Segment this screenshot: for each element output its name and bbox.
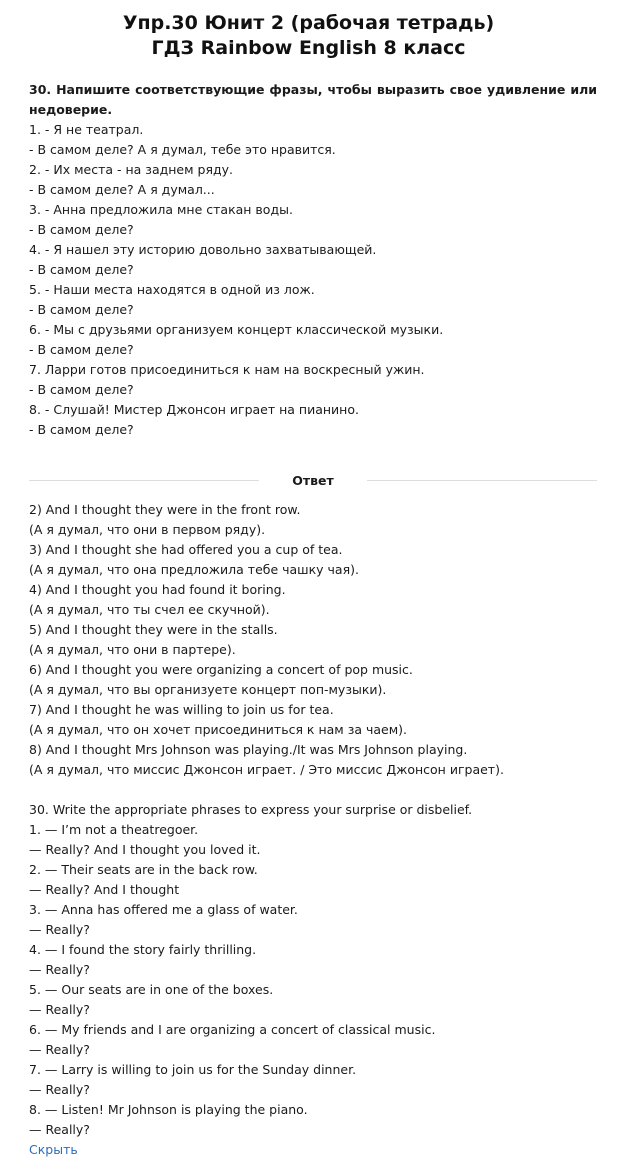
english-line: — Really? bbox=[29, 1042, 90, 1057]
divider-right bbox=[367, 480, 597, 481]
answer-heading: Ответ bbox=[292, 473, 334, 488]
task-line: - В самом деле? bbox=[29, 422, 134, 437]
english-line: — Really? And I thought you loved it. bbox=[29, 842, 261, 857]
task-line: - В самом деле? bbox=[29, 342, 134, 357]
divider-left bbox=[29, 480, 259, 481]
page-title: Упр.30 Юнит 2 (рабочая тетрадь) bbox=[122, 12, 495, 34]
task-line: - В самом деле? А я думал... bbox=[29, 182, 215, 197]
answer-line: (А я думал, что вы организуете концерт поп-музыки). bbox=[29, 682, 387, 697]
task-line: 4. - Я нашел эту историю довольно захватывающей. bbox=[29, 242, 377, 257]
english-line: 30. Write the appropriate phrases to express your surprise or disbelief. bbox=[29, 802, 473, 817]
answer-line: (А я думал, что она предложила тебе чашку чая). bbox=[29, 562, 359, 577]
task-line: 6. - Мы с друзьями организуем концерт классической музыки. bbox=[29, 322, 444, 337]
english-line: 4. — I found the story fairly thrilling. bbox=[29, 942, 257, 957]
english-line: 8. — Listen! Mr Johnson is playing the piano. bbox=[29, 1102, 308, 1117]
english-line: 5. — Our seats are in one of the boxes. bbox=[29, 982, 274, 997]
english-line: — Really? bbox=[29, 1002, 90, 1017]
task-line: - В самом деле? bbox=[29, 302, 134, 317]
task-line: - В самом деле? bbox=[29, 222, 134, 237]
english-line: 7. — Larry is willing to join us for the Sunday dinner. bbox=[29, 1062, 357, 1077]
english-line: — Really? And I thought bbox=[29, 882, 180, 897]
page-subtitle: ГДЗ Rainbow English 8 класс bbox=[151, 37, 466, 59]
english-line: 3. — Anna has offered me a glass of water. bbox=[29, 902, 298, 917]
answer-line: (А я думал, что миссис Джонсон играет. / Это миссис Джонсон играет). bbox=[29, 762, 504, 777]
task-heading: 30. Напишите соответствующие фразы, чтобы выразить свое удивление или недоверие. bbox=[29, 82, 597, 117]
answer-line: 5) And I thought they were in the stalls. bbox=[29, 622, 278, 637]
task-line: 7. Ларри готов присоединиться к нам на воскресный ужин. bbox=[29, 362, 425, 377]
answer-line: 8) And I thought Mrs Johnson was playing./It was Mrs Johnson playing. bbox=[29, 742, 468, 757]
task-lines bbox=[29, 120, 443, 440]
task-line: - В самом деле? bbox=[29, 262, 134, 277]
task-line: 1. - Я не театрал. bbox=[29, 122, 144, 137]
english-line: — Really? bbox=[29, 922, 90, 937]
task-line: 3. - Анна предложила мне стакан воды. bbox=[29, 202, 293, 217]
answer-lines bbox=[29, 500, 504, 780]
answer-line: 4) And I thought you had found it boring. bbox=[29, 582, 286, 597]
answer-line: (А я думал, что они в первом ряду). bbox=[29, 522, 266, 537]
answer-line: 3) And I thought she had offered you a cup of tea. bbox=[29, 542, 343, 557]
task-line: - В самом деле? А я думал, тебе это нравится. bbox=[29, 142, 336, 157]
task-line: 5. - Наши места находятся в одной из лож. bbox=[29, 282, 315, 297]
task-line: 2. - Их места - на заднем ряду. bbox=[29, 162, 233, 177]
answer-line: 2) And I thought they were in the front row. bbox=[29, 502, 301, 517]
answer-line: (А я думал, что они в партере). bbox=[29, 642, 236, 657]
task-line: 8. - Слушай! Мистер Джонсон играет на пианино. bbox=[29, 402, 359, 417]
answer-line: 7) And I thought he was willing to join us for tea. bbox=[29, 702, 334, 717]
answer-line: 6) And I thought you were organizing a concert of pop music. bbox=[29, 662, 413, 677]
english-line: — Really? bbox=[29, 1082, 90, 1097]
english-lines bbox=[29, 800, 472, 1140]
english-line: — Really? bbox=[29, 962, 90, 977]
answer-line: (А я думал, что он хочет присоединиться к нам за чаем). bbox=[29, 722, 407, 737]
english-line: 2. — Their seats are in the back row. bbox=[29, 862, 258, 877]
english-line: 1. — I’m not a theatregoer. bbox=[29, 822, 199, 837]
task-line: - В самом деле? bbox=[29, 382, 134, 397]
hide-link[interactable]: Скрыть bbox=[29, 1142, 78, 1157]
english-line: 6. — My friends and I are organizing a concert of classical music. bbox=[29, 1022, 436, 1037]
english-line: — Really? bbox=[29, 1122, 90, 1137]
answer-line: (А я думал, что ты счел ее скучной). bbox=[29, 602, 270, 617]
